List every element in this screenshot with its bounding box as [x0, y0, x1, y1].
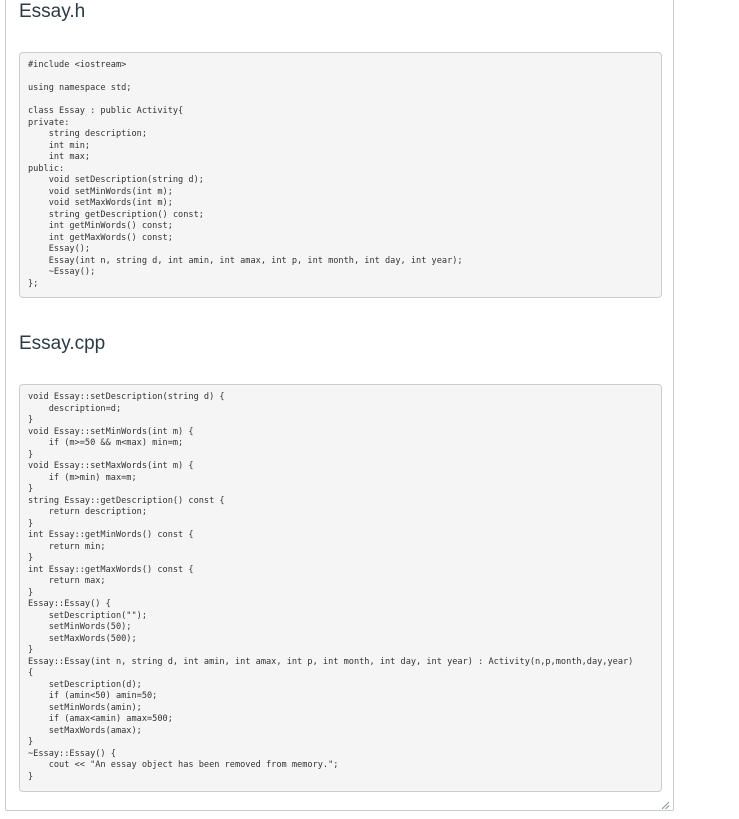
- code-text-essay-h: #include <iostream> using namespace std; class Essay : public Activity{ private: string description; int min; int max; public: void setDescription(string d); void setMinWords(int m); void setMaxWords(int m); string getDescription() const; int getMinWords() const; int getMaxWords() const; Essay(); Essay(int n, string d, int amin, int amax, int p, int month, int day, int year); ~Essay(); };: [28, 60, 463, 289]
- code-text-essay-cpp: void Essay::setDescription(string d) { description=d; } void Essay::setMinWords(int m) { if (m>=50 && m<max) min=m; } void Essay::setMaxWords(int m) { if (m>min) max=m; } string Essay::getDescription() const { return description; } int Essay::getMinWords() const { return min; } int Essay::getMaxWords() const { return max; } Essay::Essay() { setDescription(""); setMinWords(50); setMaxWords(500); } Essay::Essay(int n, string d, int amin, int amax, int p, int month, int day, int year) : Activity(n,p,month,day,year) { setDescription(d); if (amin<50) amin=50; setMinWords(amin); if (amax<amin) amax=500; setMaxWords(amax); } ~Essay::Essay() { cout << "An essay object has been removed from memory."; }: [28, 392, 634, 782]
- section-heading-essay-cpp: Essay.cpp: [19, 333, 106, 354]
- code-block-essay-cpp: [19, 384, 662, 792]
- code-block-essay-h: [19, 52, 662, 298]
- resize-grip-icon[interactable]: [660, 797, 670, 807]
- section-heading-essay-h: Essay.h: [19, 1, 86, 22]
- content-panel: [5, 0, 674, 811]
